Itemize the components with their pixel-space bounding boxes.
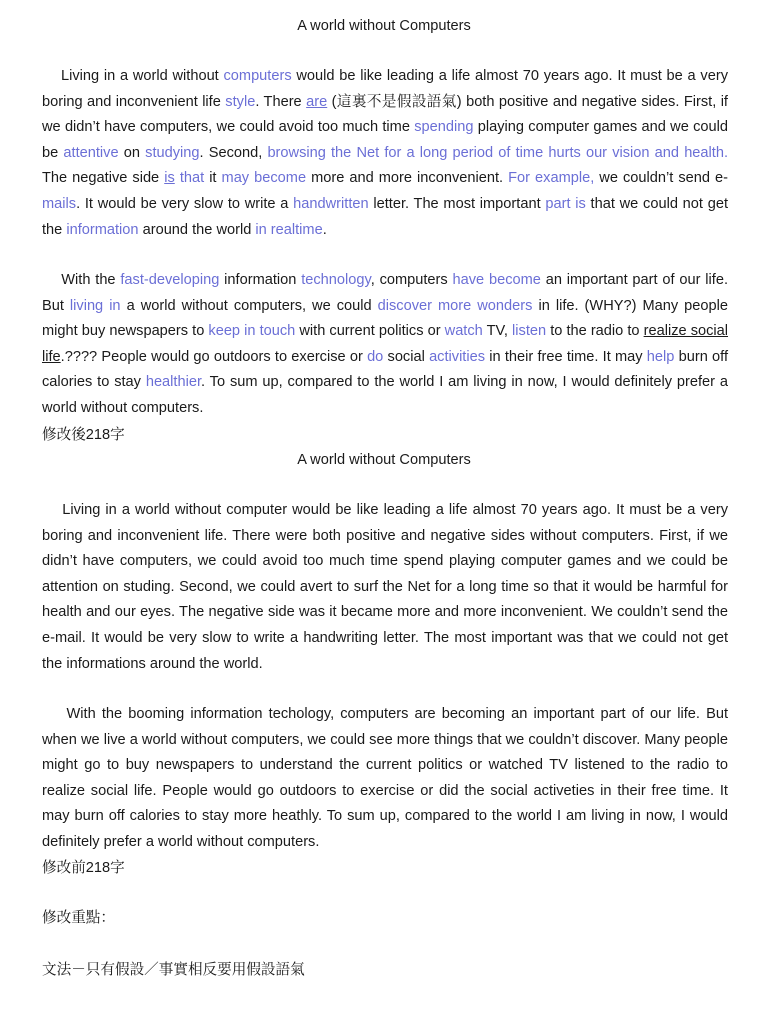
text-run: TV, (482, 323, 513, 340)
text-run: . There (255, 93, 307, 110)
text-run: . Second, (199, 144, 268, 161)
text-run: , computers (370, 272, 453, 288)
notes-heading: 修改重點： (42, 910, 115, 926)
highlighted-correction: mails (42, 195, 77, 212)
highlighted-correction: living in (69, 297, 121, 314)
text-run: . (322, 221, 327, 238)
highlighted-correction: computers (223, 68, 292, 84)
highlighted-correction: healthier (145, 374, 202, 391)
highlighted-correction: are (306, 93, 328, 110)
highlighted-correction: fast-developing (120, 272, 220, 288)
highlighted-correction: that (179, 170, 205, 187)
text-run: .???? People would go outdoors to exercise or (60, 348, 368, 365)
text-run: . To sum up, compared to the world I am living in now, I would definitely prefer a world without computers. (42, 374, 729, 416)
original-paragraph-1 (42, 498, 728, 677)
text-run: playing computer games and we could be (42, 119, 728, 161)
text-run: that we could not get the (42, 195, 728, 238)
revised-paragraph-2 (42, 268, 728, 422)
grammar-note: 文法－只有假設／事實相反要用假設語氣 (42, 962, 305, 978)
highlighted-correction: browsing the Net for a long period of time hurts our vision and health. (267, 144, 729, 161)
original-word-count: 修改前218字 (42, 860, 125, 876)
text-run: With the (42, 272, 121, 288)
text-run: would be like leading a life almost 70 years ago. It must be a very boring and inconvenient life (42, 68, 728, 110)
text-run: Living in a world without (42, 68, 224, 84)
text-run: information (219, 272, 302, 288)
highlighted-correction: activities (429, 348, 486, 365)
text-run: (這裏不是假設語氣) both positive and negative sides. First, if we didn’t have computers, we could avoid too much time (42, 93, 728, 136)
highlighted-correction: help (646, 348, 675, 365)
text-run: in life. (WHY?) Many people might buy newspapers to (42, 297, 728, 340)
text-run: it (204, 170, 222, 187)
highlighted-correction: watch (444, 323, 483, 340)
text-run: letter. The most important (368, 195, 546, 212)
text-run: a world without computers, we could (120, 297, 378, 314)
highlighted-correction: is (164, 170, 175, 187)
text-run: we couldn’t send e- (594, 170, 728, 187)
text-run: around the world (138, 221, 256, 238)
highlighted-correction: listen (512, 323, 547, 340)
text-run: with current politics or (295, 323, 445, 340)
text-run: to the radio to (546, 323, 644, 340)
highlighted-correction: studying (145, 144, 200, 161)
highlighted-correction: style (225, 93, 256, 110)
highlighted-correction: may become (221, 170, 307, 187)
text-run: more and more inconvenient. (306, 170, 509, 187)
highlighted-correction: handwritten (293, 195, 369, 212)
highlighted-correction: in realtime (255, 221, 323, 238)
text-run: in their free time. It may (485, 348, 647, 365)
revised-paragraph-1 (42, 64, 728, 243)
revised-word-count: 修改後218字 (42, 427, 125, 443)
highlighted-correction: have become (452, 272, 541, 288)
highlighted-correction: attentive (63, 144, 119, 161)
highlighted-correction: information (66, 221, 139, 238)
revised-title: A world without Computers (297, 18, 471, 34)
highlighted-correction: keep in touch (208, 323, 296, 340)
highlighted-correction: discover more wonders (377, 297, 533, 314)
highlighted-correction: part is (545, 195, 586, 212)
highlighted-correction: spending (414, 119, 474, 136)
text-run: on (118, 144, 146, 161)
text-run: The negative side (42, 170, 165, 187)
text-run: With the booming information techology, computers are becoming an important part of our life. But when we live a world without computers, we could see more things that we couldn’t discover. Many people might go to buy newspapers to understand the current politics or watched TV listened to the radio to realize social life. People would go outdoors to exercise or did the social activeties in their free time. It may burn off calories to stay more heathly. To sum up, compared to the world I am living in now, I would definitely prefer a world without computers. (42, 706, 728, 850)
text-run: burn off calories to stay (42, 348, 729, 391)
original-title: A world without Computers (297, 452, 471, 468)
highlighted-correction: do (367, 348, 384, 365)
original-paragraph-2 (42, 702, 728, 856)
text-run: Living in a world without computer would be like leading a life almost 70 years ago. It must be a very boring and inconvenient life. There were both positive and negative sides without computers. First, if we didn’t have computers, we could avoid too much time spend playing computer games and we could be attention on studing. Second, we could avert to surf the Net for a long time so that it would be harmful for health and our eyes. The negative side was it became more and more inconvenient. We couldn’t send the e-mail. It would be very slow to write a handwriting letter. The most important was that we could not get the informations around the world. (42, 502, 728, 672)
highlighted-correction: realize social life (42, 323, 729, 365)
highlighted-correction: For example, (508, 170, 595, 187)
text-run: an important part of our life. But (42, 272, 729, 314)
text-run: . It would be very slow to write a (76, 195, 294, 212)
text-run: social (383, 348, 430, 365)
highlighted-correction: technology (301, 272, 371, 288)
